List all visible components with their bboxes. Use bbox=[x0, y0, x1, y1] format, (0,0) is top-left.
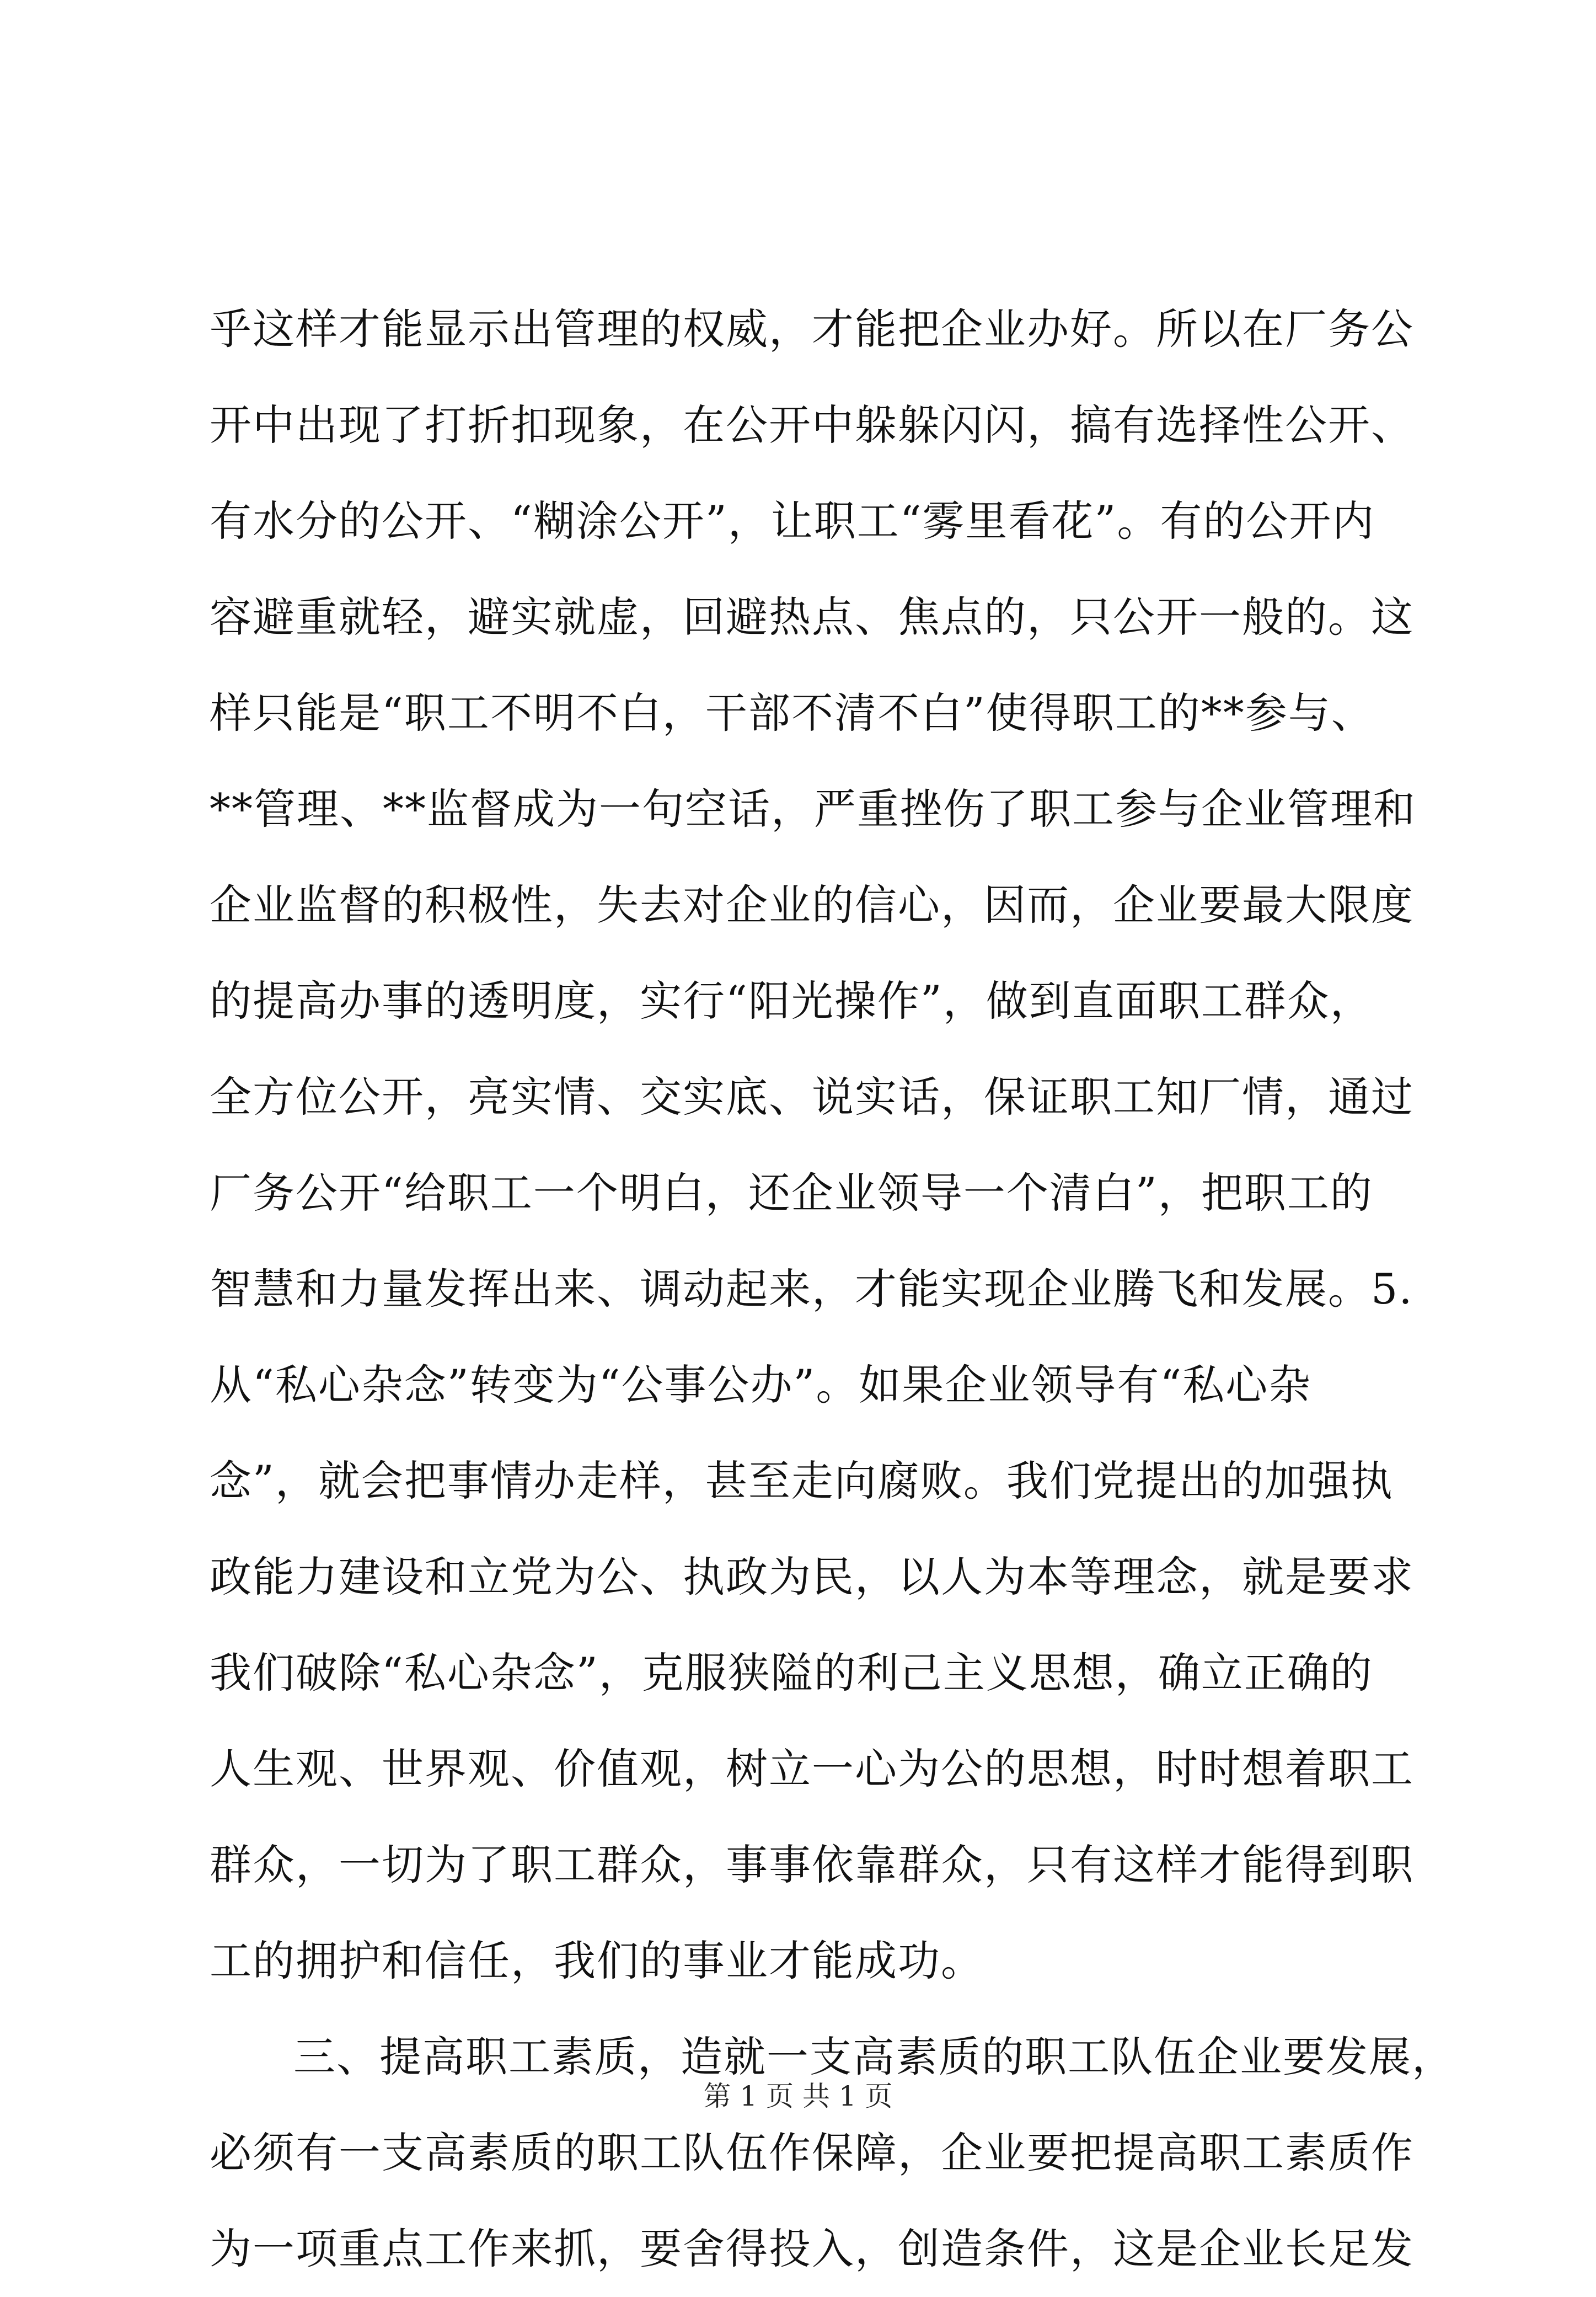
page-footer: 第 1 页 共 1 页 bbox=[703, 2080, 893, 2112]
text-line: 样只能是“职工不明不白，干部不清不白”使得职工的**参与、 bbox=[210, 688, 1374, 738]
text-line: 人生观、世界观、价值观，树立一心为公的思想，时时想着职工 bbox=[210, 1744, 1414, 1793]
text-line: 为一项重点工作来抓，要舍得投入，创造条件，这是企业长足发 bbox=[210, 2224, 1414, 2273]
text-line: 群众，一切为了职工群众，事事依靠群众，只有这样才能得到职 bbox=[210, 1840, 1414, 1889]
text-line: 容避重就轻，避实就虚，回避热点、焦点的，只公开一般的。这 bbox=[210, 592, 1414, 642]
section-heading-line: 三、提高职工素质，造就一支高素质的职工队伍企业要发展， bbox=[293, 2032, 1455, 2081]
text-line: 企业监督的积极性，失去对企业的信心，因而，企业要最大限度 bbox=[210, 880, 1414, 930]
text-line: 厂务公开“给职工一个明白，还企业领导一个清白”，把职工的 bbox=[210, 1168, 1373, 1217]
text-line: 政能力建设和立党为公、执政为民，以人为本等理念，就是要求 bbox=[210, 1552, 1414, 1601]
text-line: 必须有一支高素质的职工队伍作保障，企业要把提高职工素质作 bbox=[210, 2128, 1414, 2177]
text-line: 乎这样才能显示出管理的权威，才能把企业办好。所以在厂务公 bbox=[210, 305, 1414, 354]
text-line: 念”，就会把事情办走样，甚至走向腐败。我们党提出的加强执 bbox=[210, 1456, 1394, 1505]
text-line: 的提高办事的透明度，实行“阳光操作”，做到直面职工群众， bbox=[210, 976, 1373, 1025]
text-line: 工的拥护和信任，我们的事业才能成功。 bbox=[210, 1936, 984, 1985]
text-line: 开中出现了打折扣现象，在公开中躲躲闪闪，搞有选择性公开、 bbox=[210, 400, 1414, 450]
body-text bbox=[210, 281, 1455, 2297]
text-line: 从“私心杂念”转变为“公事公办”。如果企业领导有“私心杂 bbox=[210, 1360, 1312, 1409]
text-line: **管理、**监督成为一句空话，严重挫伤了职工参与企业管理和 bbox=[210, 784, 1416, 834]
text-line: 智慧和力量发挥出来、调动起来，才能实现企业腾飞和发展。5. bbox=[210, 1264, 1413, 1313]
text-line: 全方位公开，亮实情、交实底、说实话，保证职工知厂情，通过 bbox=[210, 1072, 1414, 1121]
text-line: 我们破除“私心杂念”，克服狭隘的利己主义思想，确立正确的 bbox=[210, 1648, 1373, 1697]
text-line: 有水分的公开、“糊涂公开”，让职工“雾里看花”。有的公开内 bbox=[210, 496, 1375, 546]
